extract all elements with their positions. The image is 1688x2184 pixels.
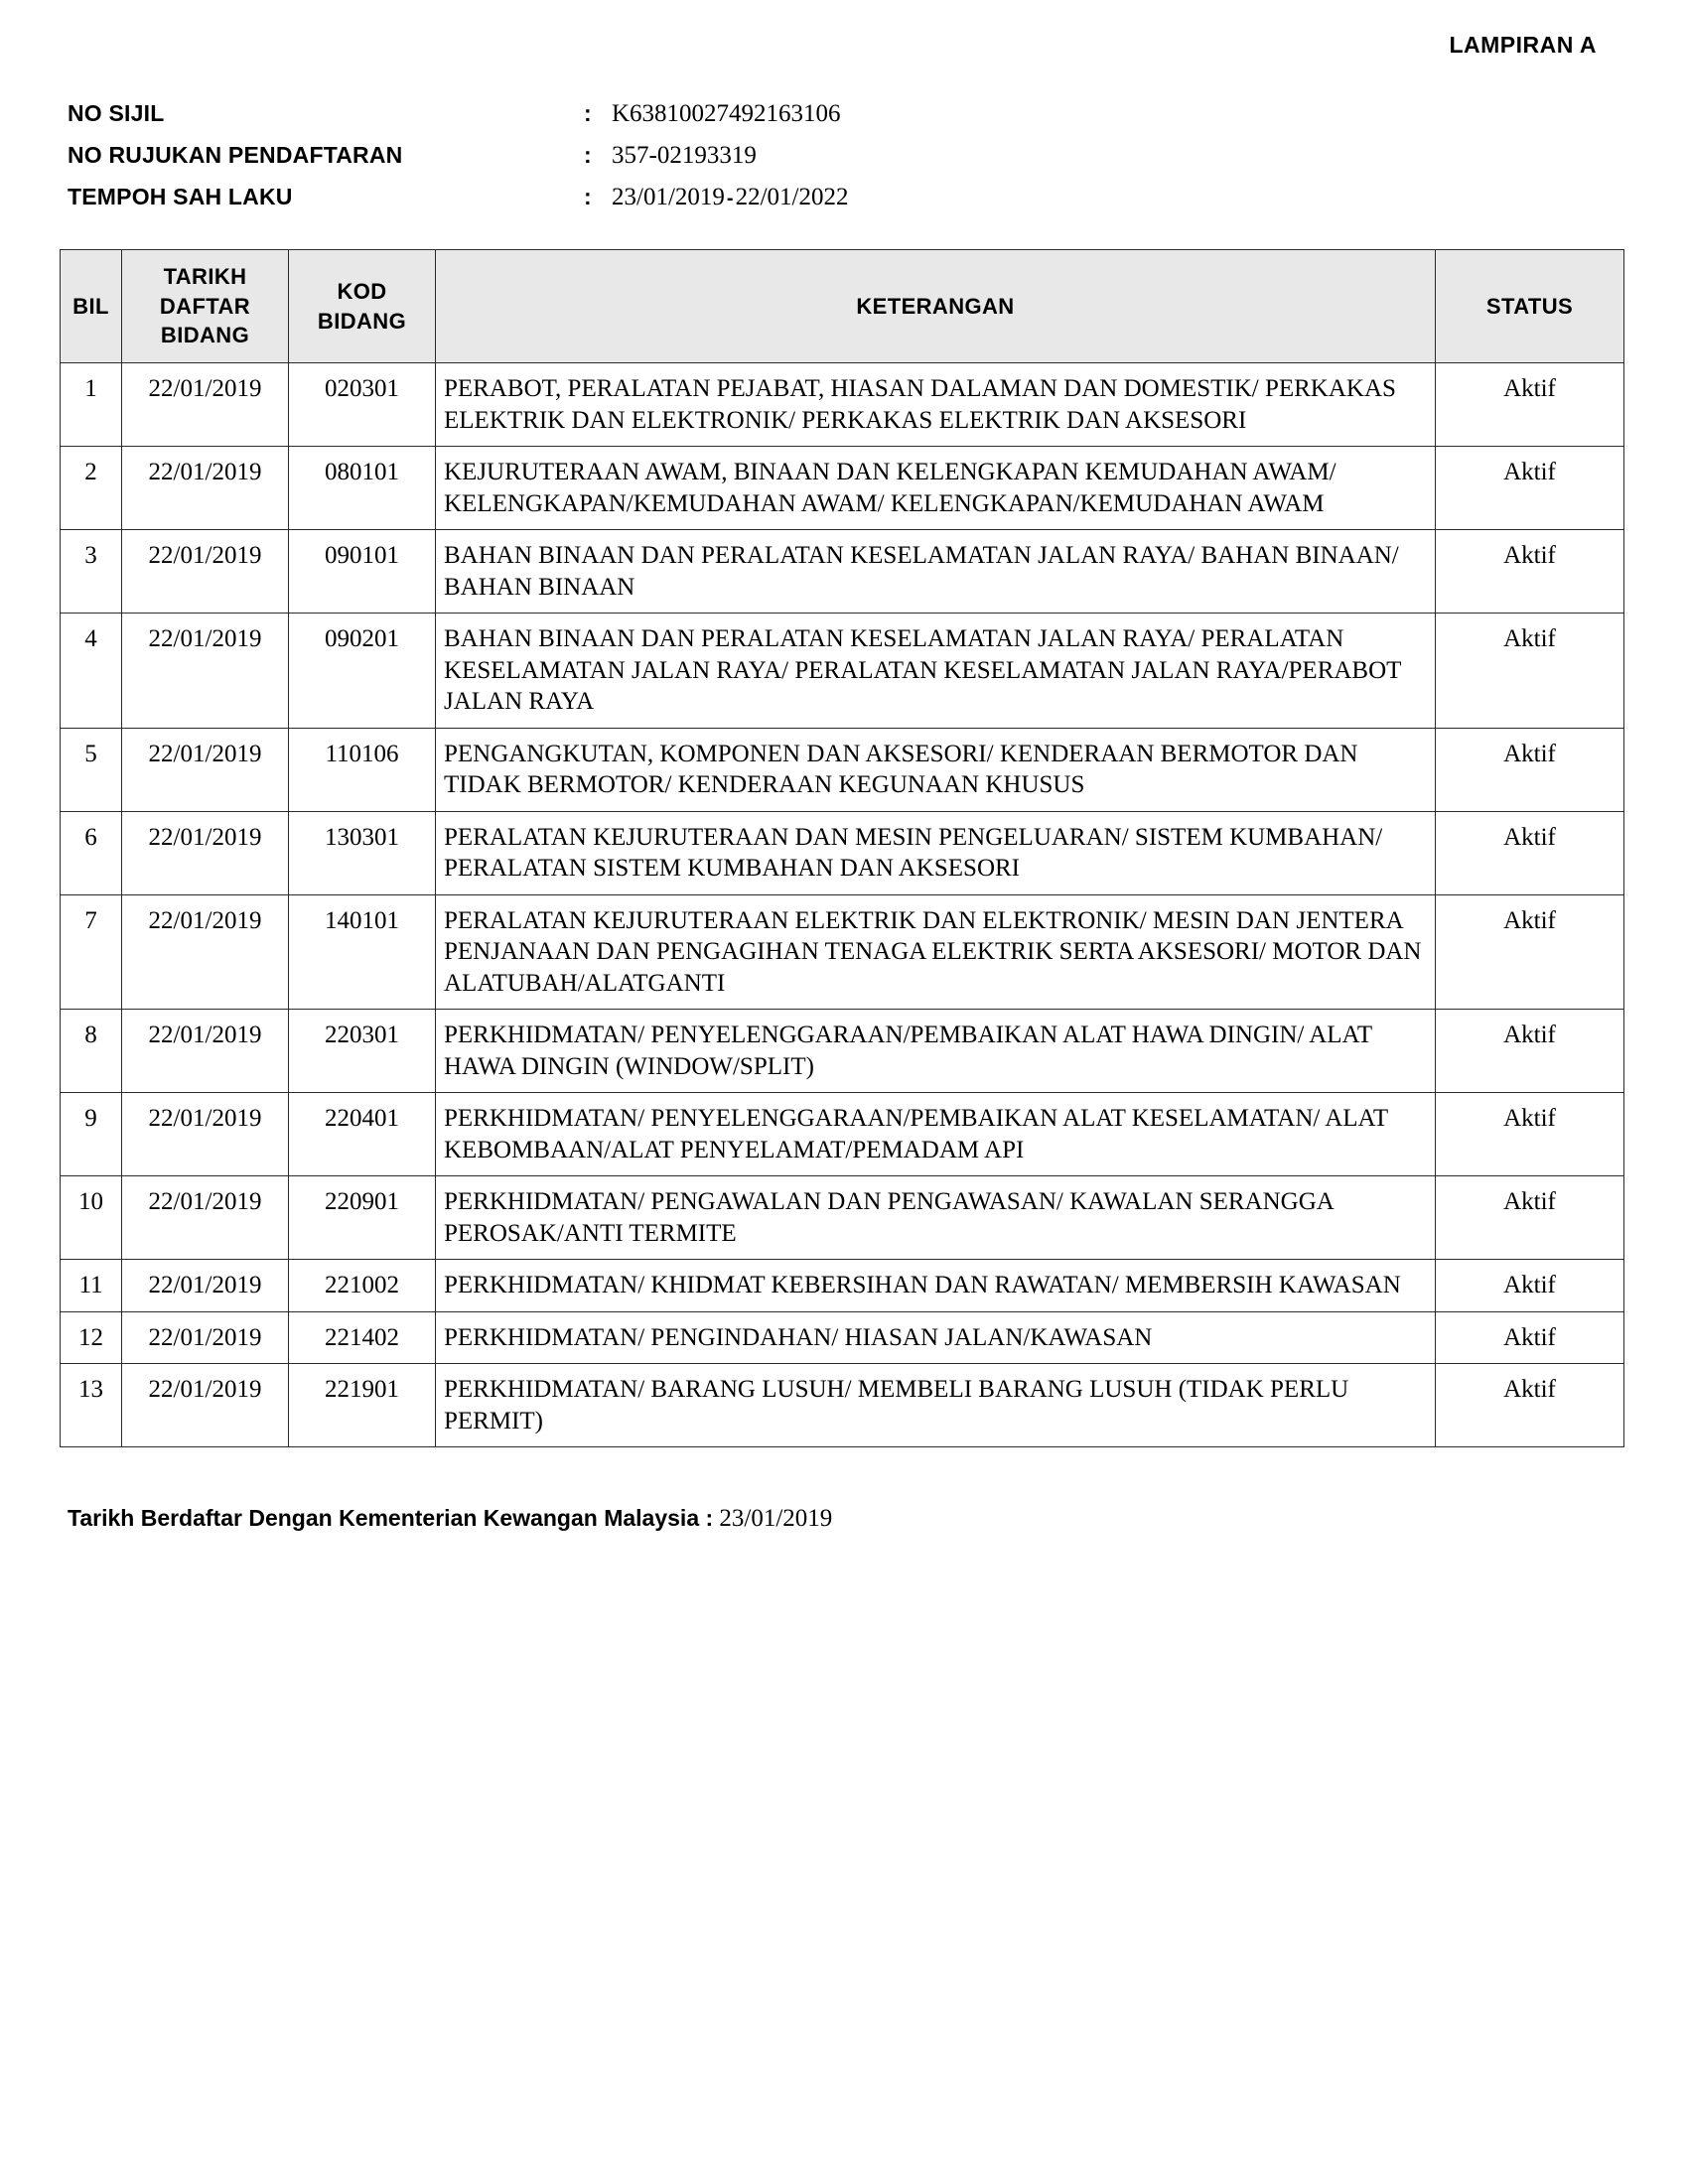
cell-status: Aktif (1436, 1010, 1624, 1093)
table-row (61, 1176, 1624, 1260)
table-header-row (61, 250, 1624, 363)
appendix-label: LAMPIRAN A (1449, 32, 1597, 58)
cell-keterangan: PENGANGKUTAN, KOMPONEN DAN AKSESORI/ KENDERAAN BERMOTOR DAN TIDAK BERMOTOR/ KENDERAAN KEGUNAAN KHUSUS (436, 728, 1436, 811)
label-no-rujukan-pendaftaran: NO RUJUKAN PENDAFTARAN (68, 142, 403, 168)
column-header-keterangan: KETERANGAN (436, 250, 1436, 363)
cell-keterangan: BAHAN BINAAN DAN PERALATAN KESELAMATAN JALAN RAYA/ BAHAN BINAAN/ BAHAN BINAAN (436, 530, 1436, 614)
cell-bil: 7 (61, 894, 122, 1010)
colon-tempoh-sah-laku: : (584, 184, 592, 209)
cell-tarikh: 22/01/2019 (122, 894, 289, 1010)
cell-tarikh: 22/01/2019 (122, 530, 289, 614)
cell-tarikh: 22/01/2019 (122, 1364, 289, 1447)
cell-bil: 6 (61, 811, 122, 894)
cell-keterangan: PERKHIDMATAN/ PENGAWALAN DAN PENGAWASAN/ KAWALAN SERANGGA PEROSAK/ANTI TERMITE (436, 1176, 1436, 1260)
cell-status: Aktif (1436, 811, 1624, 894)
value-no-rujukan-pendaftaran: 357-02193319 (612, 142, 757, 169)
cell-keterangan: PERKHIDMATAN/ PENGINDAHAN/ HIASAN JALAN/KAWASAN (436, 1311, 1436, 1364)
table-row (61, 1311, 1624, 1364)
column-header-kod-bidang (289, 250, 436, 363)
cell-tarikh: 22/01/2019 (122, 811, 289, 894)
cell-status: Aktif (1436, 1260, 1624, 1312)
certificate-details (68, 100, 1628, 211)
cell-keterangan: KEJURUTERAAN AWAM, BINAAN DAN KELENGKAPAN KEMUDAHAN AWAM/ KELENGKAPAN/KEMUDAHAN AWAM/ KELENGKAPAN/KEMUDAHAN AWAM (436, 447, 1436, 530)
cell-tarikh: 22/01/2019 (122, 1176, 289, 1260)
cell-bil: 3 (61, 530, 122, 614)
cell-status: Aktif (1436, 1311, 1624, 1364)
cell-tarikh: 22/01/2019 (122, 363, 289, 447)
column-header-tarikh-line3: BIDANG (160, 323, 250, 348)
column-header-tarikh-line2: DAFTAR (159, 293, 251, 319)
table-row (61, 811, 1624, 894)
cell-status: Aktif (1436, 530, 1624, 614)
cell-status: Aktif (1436, 614, 1624, 729)
cell-kod: 220401 (289, 1093, 436, 1176)
cell-bil: 4 (61, 614, 122, 729)
cell-tarikh: 22/01/2019 (122, 1311, 289, 1364)
cell-bil: 13 (61, 1364, 122, 1447)
cell-tarikh: 22/01/2019 (122, 1093, 289, 1176)
cell-status: Aktif (1436, 728, 1624, 811)
detail-row-tempoh-sah-laku (68, 184, 1628, 211)
registration-date-note (68, 1505, 1628, 1533)
value-no-sijil: K63810027492163106 (612, 100, 841, 127)
cell-keterangan: BAHAN BINAAN DAN PERALATAN KESELAMATAN JALAN RAYA/ PERALATAN KESELAMATAN JALAN RAYA/ PERALATAN KESELAMATAN JALAN RAYA/PERABOT JALAN RAYA (436, 614, 1436, 729)
table-row (61, 530, 1624, 614)
cell-bil: 2 (61, 447, 122, 530)
cell-kod: 140101 (289, 894, 436, 1010)
cell-kod: 221002 (289, 1260, 436, 1312)
cell-status: Aktif (1436, 1093, 1624, 1176)
label-tempoh-sah-laku: TEMPOH SAH LAKU (68, 184, 293, 209)
registration-date-label: Tarikh Berdaftar Dengan Kementerian Kewangan Malaysia : (68, 1505, 714, 1532)
cell-bil: 11 (61, 1260, 122, 1312)
cell-keterangan: PERABOT, PERALATAN PEJABAT, HIASAN DALAMAN DAN DOMESTIK/ PERKAKAS ELEKTRIK DAN ELEKTRONIK/ PERKAKAS ELEKTRIK DAN AKSESORI (436, 363, 1436, 447)
cell-bil: 10 (61, 1176, 122, 1260)
registration-date-value: 23/01/2019 (719, 1505, 833, 1533)
column-header-tarikh-daftar-bidang (122, 250, 289, 363)
cell-keterangan: PERALATAN KEJURUTERAAN DAN MESIN PENGELUARAN/ SISTEM KUMBAHAN/ PERALATAN SISTEM KUMBAHAN DAN AKSESORI (436, 811, 1436, 894)
cell-tarikh: 22/01/2019 (122, 447, 289, 530)
label-no-sijil: NO SIJIL (68, 100, 165, 126)
column-header-kod-line1: KOD (337, 278, 387, 304)
colon-no-rujukan-pendaftaran: : (584, 142, 592, 168)
cell-kod: 090101 (289, 530, 436, 614)
colon-no-sijil: : (584, 100, 592, 126)
validity-to: 22/01/2022 (735, 184, 849, 210)
cell-bil: 12 (61, 1311, 122, 1364)
cell-bil: 9 (61, 1093, 122, 1176)
value-tempoh-sah-laku (612, 184, 848, 211)
cell-tarikh: 22/01/2019 (122, 1260, 289, 1312)
cell-bil: 8 (61, 1010, 122, 1093)
cell-kod: 220301 (289, 1010, 436, 1093)
cell-keterangan: PERKHIDMATAN/ PENYELENGGARAAN/PEMBAIKAN ALAT KESELAMATAN/ ALAT KEBOMBAAN/ALAT PENYELAMAT/PEMADAM API (436, 1093, 1436, 1176)
cell-status: Aktif (1436, 363, 1624, 447)
cell-tarikh: 22/01/2019 (122, 1010, 289, 1093)
cell-keterangan: PERALATAN KEJURUTERAAN ELEKTRIK DAN ELEKTRONIK/ MESIN DAN JENTERA PENJANAAN DAN PENGAGIHAN TENAGA ELEKTRIK SERTA AKSESORI/ MOTOR DAN ALATUBAH/ALATGANTI (436, 894, 1436, 1010)
table-row (61, 728, 1624, 811)
cell-status: Aktif (1436, 1176, 1624, 1260)
table-row (61, 614, 1624, 729)
column-header-tarikh-line1: TARIKH (163, 264, 247, 289)
bidang-table (60, 249, 1624, 1447)
cell-keterangan: PERKHIDMATAN/ PENYELENGGARAAN/PEMBAIKAN ALAT HAWA DINGIN/ ALAT HAWA DINGIN (WINDOW/SPLIT) (436, 1010, 1436, 1093)
table-row (61, 1010, 1624, 1093)
cell-keterangan: PERKHIDMATAN/ KHIDMAT KEBERSIHAN DAN RAWATAN/ MEMBERSIH KAWASAN (436, 1260, 1436, 1312)
table-row (61, 1093, 1624, 1176)
cell-tarikh: 22/01/2019 (122, 728, 289, 811)
cell-bil: 1 (61, 363, 122, 447)
cell-kod: 221402 (289, 1311, 436, 1364)
table-row (61, 894, 1624, 1010)
cell-tarikh: 22/01/2019 (122, 614, 289, 729)
column-header-status: STATUS (1436, 250, 1624, 363)
table-row (61, 447, 1624, 530)
detail-row-no-rujukan-pendaftaran (68, 142, 1628, 170)
table-row (61, 363, 1624, 447)
cell-kod: 020301 (289, 363, 436, 447)
validity-dash: - (726, 188, 734, 209)
column-header-bil: BIL (61, 250, 122, 363)
validity-from: 23/01/2019 (612, 184, 725, 210)
cell-status: Aktif (1436, 1364, 1624, 1447)
cell-kod: 090201 (289, 614, 436, 729)
cell-kod: 220901 (289, 1176, 436, 1260)
cell-kod: 130301 (289, 811, 436, 894)
cell-kod: 110106 (289, 728, 436, 811)
column-header-kod-line2: BIDANG (317, 308, 407, 334)
table-row (61, 1260, 1624, 1312)
cell-keterangan: PERKHIDMATAN/ BARANG LUSUH/ MEMBELI BARANG LUSUH (TIDAK PERLU PERMIT) (436, 1364, 1436, 1447)
table-row (61, 1364, 1624, 1447)
cell-kod: 221901 (289, 1364, 436, 1447)
cell-status: Aktif (1436, 447, 1624, 530)
cell-bil: 5 (61, 728, 122, 811)
cell-status: Aktif (1436, 894, 1624, 1010)
detail-row-no-sijil (68, 100, 1628, 128)
cell-kod: 080101 (289, 447, 436, 530)
